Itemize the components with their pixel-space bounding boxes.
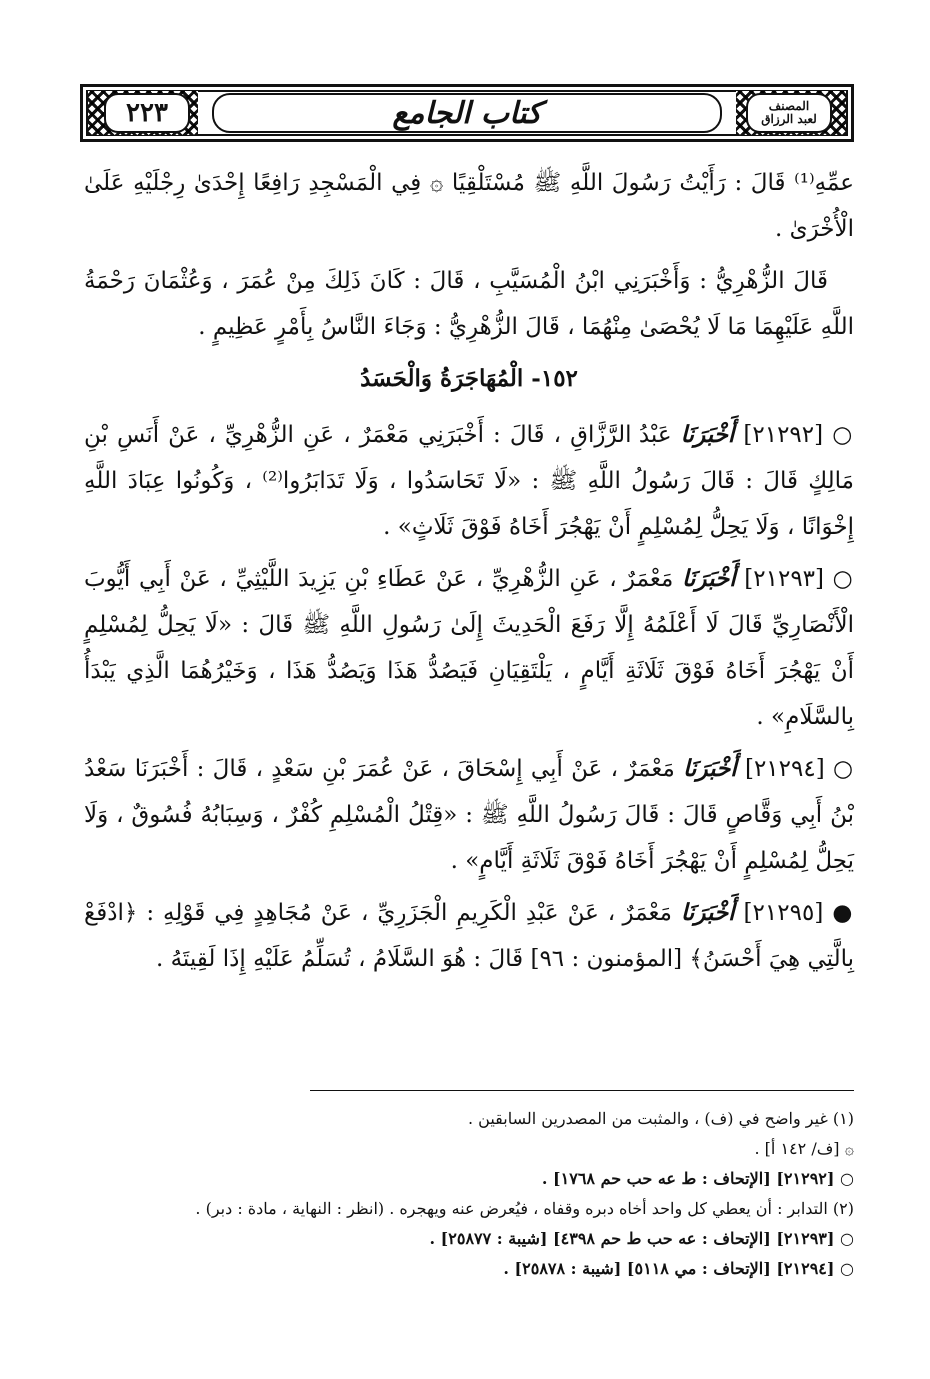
logo-text <box>761 100 817 126</box>
hadith-21294 <box>84 746 854 884</box>
book-logo <box>746 93 832 133</box>
hadith-ref: ○ [٢١٢٩٢] <box>743 422 855 448</box>
hadith-21293 <box>84 556 854 740</box>
hadith-ref: ○ [٢١٢٩٤] <box>744 756 854 782</box>
logo-line-2: لعبد الرزاق <box>761 112 817 126</box>
hadith-akhbarana: أَخْبَرَنَا <box>683 755 737 782</box>
hadith-21292 <box>84 412 854 550</box>
footnotes <box>84 1104 854 1284</box>
hadith-akhbarana: أَخْبَرَنَا <box>680 421 735 448</box>
footnote-ithaf-21293: ○ [٢١٢٩٣] [الإتحاف : عه حب ط حم ٤٣٩٨] [شيبة : ٢٥٨٧٧] . <box>429 1229 854 1248</box>
title-cartouche <box>212 93 722 133</box>
hadith-akhbarana: أَخْبَرَنَا <box>681 565 736 592</box>
page-body <box>84 160 854 988</box>
hadith-ref: ○ [٢١٢٩٣] <box>744 566 855 592</box>
hadith-text: عَبْدُ الرَّزَّاقِ ، قَالَ : أَخْبَرَنِي مَعْمَرٌ ، عَنِ الزُّهْرِيِّ ، عَنْ أَنَسِ بْنِ مَالِكٍ قَالَ : قَالَ رَسُولُ اللَّهِ ﷺ : «لَا تَحَاسَدُوا ، وَلَا تَدَابَرُوا⁽²⁾ ، وَكُونُوا عِبَادَ اللَّهِ إِخْوَانًا ، وَلَا يَحِلُّ لِمُسْلِمٍ أَنْ يَهْجُرَ أَخَاهُ فَوْقَ ثَلَاثٍ» . <box>84 422 854 540</box>
book-title: كتاب الجامع <box>392 95 542 131</box>
paragraph-2: قَالَ الزُّهْرِيُّ : وَأَخْبَرَنِي ابْنُ الْمُسَيَّبِ ، قَالَ : كَانَ ذَلِكَ مِنْ عُمَرَ ، وَعُثْمَانَ رَحْمَةُ اللَّهِ عَلَيْهِمَا مَا لَا يُحْصَىٰ مِنْهُمَا ، قَالَ الزُّهْرِيُّ : وَجَاءَ النَّاسُ بِأَمْرٍ عَظِيمٍ . <box>84 268 854 340</box>
hadith-ref: ● [٢١٢٩٥] <box>743 900 855 926</box>
hadith-21295 <box>84 890 854 982</box>
footnote-ithaf-21292: ○ [٢١٢٩٢] [الإتحاف : ط عه حب حم ١٧٦٨] . <box>541 1169 854 1188</box>
logo-line-1: المصنف <box>768 99 810 113</box>
hadith-text: مَعْمَرٌ ، عَنْ أَبِي إِسْحَاقَ ، عَنْ عُمَرَ بْنِ سَعْدٍ ، قَالَ : أَخْبَرَنَا سَعْدُ بْنُ أَبِي وَقَّاصٍ قَالَ : قَالَ رَسُولُ اللَّهِ ﷺ : «قِتْلُ الْمُسْلِمِ كُفْرٌ ، وَسِبَابُهُ فُسُوقٌ ، وَلَا يَحِلُّ لِمُسْلِمٍ أَنْ يَهْجُرَ أَخَاهُ فَوْقَ ثَلَاثَةِ أَيَّامٍ» . <box>84 756 854 874</box>
hadith-text: مَعْمَرٌ ، عَنِ الزُّهْرِيِّ ، عَنْ عَطَاءِ بْنِ يَزِيدَ اللَّيْثِيِّ ، عَنْ أَبِي أَيُّوبَ الْأَنْصَارِيِّ قَالَ لَا أَعْلَمُهُ إِلَّا رَفَعَ الْحَدِيثَ إِلَىٰ رَسُولِ اللَّهِ ﷺ قَالَ : «لَا يَحِلُّ لِمُسْلِمٍ أَنْ يَهْجُرَ أَخَاهُ فَوْقَ ثَلَاثَةِ أَيَّامٍ ، يَلْتَقِيَانِ فَيَصُدُّ هَذَا وَيَصُدُّ هَذَا ، وَخَيْرُهُمَا الَّذِي يَبْدَأُ بِالسَّلَامِ» . <box>84 566 854 730</box>
section-heading: ١٥٢- الْمُهَاجَرَةُ وَالْحَسَدُ <box>360 365 578 392</box>
hadith-text: مَعْمَرٌ ، عَنْ عَبْدِ الْكَرِيمِ الْجَزَرِيِّ ، عَنْ مُجَاهِدٍ فِي قَوْلِهِ : ﴿ادْفَعْ بِالَّتِي هِيَ أَحْسَنُ﴾ [المؤمنون : ٩٦] قَالَ : هُوَ السَّلَامُ ، تُسَلِّمُ عَلَيْهِ إِذَا لَقِيتَهُ . <box>84 900 854 972</box>
footnote-1: (١) غير واضح في (ف) ، والمثبت من المصدرين السابقين . <box>468 1109 854 1128</box>
page-number-cartouche <box>104 93 190 133</box>
footnote-ithaf-21294: ○ [٢١٢٩٤] [الإتحاف : مي ٥١١٨] [شيبة : ٢٥٨٧٨] . <box>503 1259 854 1278</box>
footnote-manuscript-ref: ۞ [ف/ ١٤٢ أ] . <box>754 1139 854 1158</box>
footnote-divider <box>310 1090 854 1091</box>
hadith-akhbarana: أَخْبَرَنَا <box>680 899 735 926</box>
paragraph-1: عمِّهِ⁽¹⁾ قَالَ : رَأَيْتُ رَسُولَ اللَّهِ ﷺ مُسْتَلْقِيًا ۞ فِي الْمَسْجِدِ رَافِعًا إِحْدَىٰ رِجْلَيْهِ عَلَىٰ الْأُخْرَىٰ . <box>84 170 854 242</box>
footnote-2: (٢) التدابر : أن يعطي كل واحد أخاه دبره وقفاه ، فيُعرض عنه ويهجره . (انظر : النهاية ، مادة : دبر) . <box>195 1199 854 1218</box>
page-header <box>80 84 854 142</box>
page-number: ٢٢٣ <box>126 98 168 128</box>
